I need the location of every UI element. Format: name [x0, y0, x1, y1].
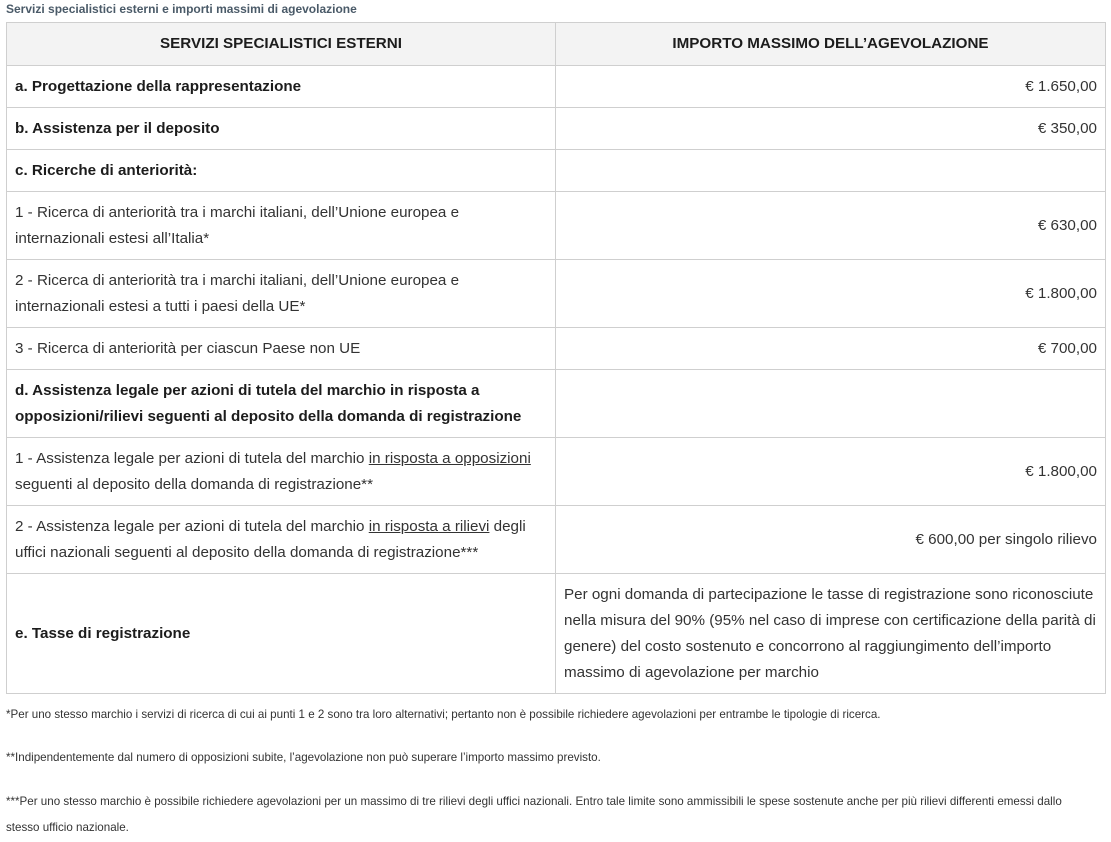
service-cell [7, 438, 556, 506]
table-row [7, 108, 1106, 150]
amount-cell: € 700,00 [556, 328, 1106, 370]
service-text: 2 - Assistenza legale per azioni di tutela del marchio [15, 517, 369, 535]
service-cell: a. Progettazione della rappresentazione [7, 66, 556, 108]
table-row [7, 260, 1106, 328]
table-row [7, 370, 1106, 438]
amount-cell: Per ogni domanda di partecipazione le tasse di registrazione sono riconosciute nella misura del 90% (95% nel caso di imprese con certificazione della parità di genere) del costo sostenuto e concorrono al raggiungimento dell’importo massimo di agevolazione per marchio [556, 574, 1106, 694]
header-max-amount: IMPORTO MASSIMO DELL’AGEVOLAZIONE [556, 23, 1106, 66]
footnote-3: ***Per uno stesso marchio è possibile richiedere agevolazioni per un massimo di tre rilievi degli uffici nazionali. Entro tale limite sono ammissibili le spese sostenute anche per più rilievi differenti emessi dallo stesso ufficio nazionale. [6, 795, 1062, 834]
rilievi-link[interactable]: in risposta a rilievi [368, 517, 490, 535]
service-cell: 2 - Ricerca di anteriorità tra i marchi italiani, dell’Unione europea e internazionali estesi a tutti i paesi della UE* [7, 260, 556, 328]
amount-cell: € 600,00 per singolo rilievo [556, 506, 1106, 574]
amount-cell: € 1.800,00 [556, 438, 1106, 506]
amount-cell [556, 150, 1106, 192]
table-row [7, 150, 1106, 192]
service-cell: d. Assistenza legale per azioni di tutela del marchio in risposta a opposizioni/rilievi seguenti al deposito della domanda di registrazione [7, 370, 556, 438]
service-cell: b. Assistenza per il deposito [7, 108, 556, 150]
footnote-2: **Indipendentemente dal numero di opposizioni subite, l’agevolazione non può superare l’importo massimo previsto. [6, 751, 601, 764]
amount-cell: € 350,00 [556, 108, 1106, 150]
service-cell [7, 506, 556, 574]
table-caption: Servizi specialistici esterni e importi massimi di agevolazione [6, 2, 357, 16]
services-table [6, 22, 1106, 694]
service-text: seguenti al deposito della domanda di registrazione** [15, 475, 373, 493]
table-row [7, 192, 1106, 260]
header-services: SERVIZI SPECIALISTICI ESTERNI [7, 23, 556, 66]
service-cell: e. Tasse di registrazione [7, 574, 556, 694]
service-text: degli uffici nazionali seguenti al deposito della domanda di registrazione*** [15, 517, 526, 561]
table-row [7, 574, 1106, 694]
opposizioni-link[interactable]: in risposta a opposizioni [368, 449, 531, 467]
table-row [7, 328, 1106, 370]
table-row [7, 506, 1106, 574]
table-header-row [7, 23, 1106, 66]
table-row [7, 438, 1106, 506]
amount-cell: € 1.800,00 [556, 260, 1106, 328]
service-text: 1 - Assistenza legale per azioni di tutela del marchio [15, 449, 369, 467]
service-cell: 1 - Ricerca di anteriorità tra i marchi italiani, dell’Unione europea e internazionali estesi all’Italia* [7, 192, 556, 260]
amount-cell: € 1.650,00 [556, 66, 1106, 108]
service-cell: 3 - Ricerca di anteriorità per ciascun Paese non UE [7, 328, 556, 370]
amount-cell [556, 370, 1106, 438]
footnote-1: *Per uno stesso marchio i servizi di ricerca di cui ai punti 1 e 2 sono tra loro alternativi; pertanto non è possibile richiedere agevolazioni per entrambe le tipologie di ricerca. [6, 708, 881, 721]
service-cell: c. Ricerche di anteriorità: [7, 150, 556, 192]
amount-cell: € 630,00 [556, 192, 1106, 260]
table-row [7, 66, 1106, 108]
